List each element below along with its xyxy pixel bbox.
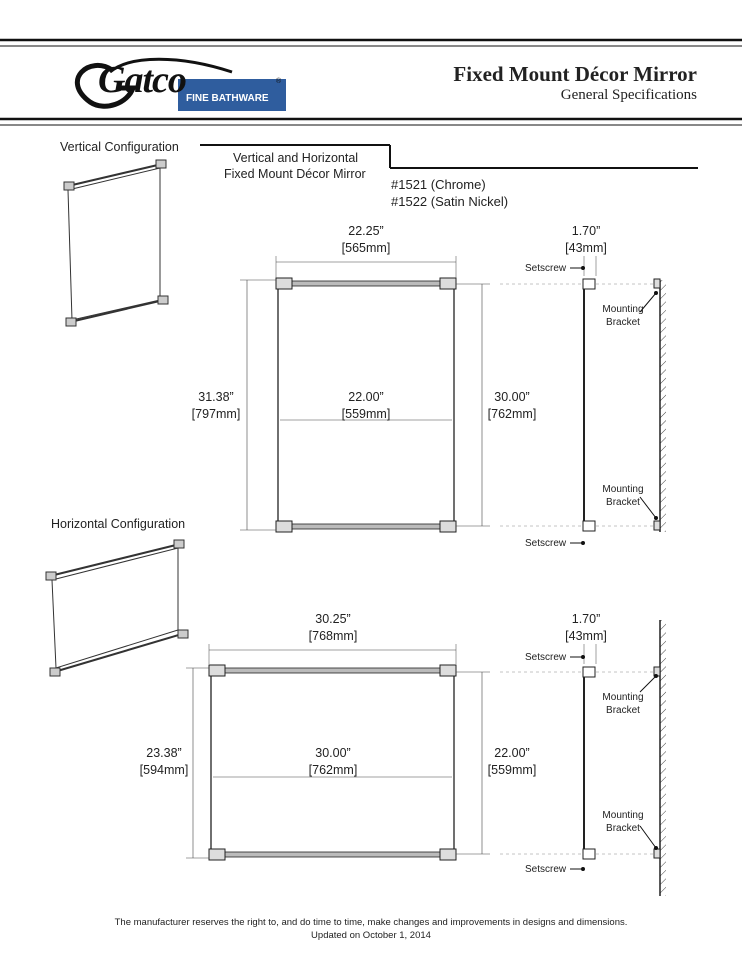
sku-satin-nickel: #1522 (Satin Nickel) — [391, 194, 509, 209]
h-mirror-width: 30.00” [762mm] — [308, 746, 358, 777]
v-setscrew-bottom: Setscrew — [525, 538, 567, 549]
v-setscrew-top: Setscrew — [525, 263, 567, 274]
vertical-thumbnail — [64, 160, 168, 326]
v-overall-width: 22.25” [565mm] — [341, 224, 391, 255]
v-bracket-bottom: Mounting Bracket — [602, 484, 644, 508]
vertical-front-view — [240, 256, 656, 532]
v-overall-height: 31.38” [797mm] — [191, 390, 241, 421]
v-depth: 1.70” [43mm] — [565, 224, 607, 255]
product-heading-line2: Fixed Mount Décor Mirror — [224, 167, 366, 181]
h-overall-height: 23.38” [594mm] — [139, 746, 189, 777]
h-mirror-height: 22.00” [559mm] — [487, 746, 537, 777]
registered-mark: ® — [276, 78, 282, 85]
footer-updated: Updated on October 1, 2014 — [311, 930, 431, 941]
logo-brand: Gatco — [98, 59, 186, 101]
h-setscrew-bottom: Setscrew — [525, 864, 567, 875]
h-overall-width: 30.25” [768mm] — [308, 612, 358, 643]
h-depth: 1.70” [43mm] — [565, 612, 607, 643]
page-title: Fixed Mount Décor Mirror — [453, 62, 697, 86]
v-bracket-top: Mounting Bracket — [602, 304, 644, 328]
logo-tagline: FINE BATHWARE — [186, 93, 269, 104]
product-heading-line1: Vertical and Horizontal — [233, 151, 359, 165]
footer-disclaimer: The manufacturer reserves the right to, and do time to time, make changes and improvements in designs and dimensions. — [114, 917, 628, 928]
h-bracket-top: Mounting Bracket — [602, 692, 644, 716]
h-bracket-bottom: Mounting Bracket — [602, 810, 644, 834]
horizontal-side-view — [570, 620, 666, 896]
page-subtitle: General Specifications — [560, 87, 697, 103]
vertical-config-label: Vertical Configuration — [60, 140, 179, 154]
horizontal-thumbnail — [46, 540, 188, 676]
h-setscrew-top: Setscrew — [525, 652, 567, 663]
v-mirror-width: 22.00” [559mm] — [341, 390, 391, 421]
horizontal-config-label: Horizontal Configuration — [51, 517, 186, 531]
sku-chrome: #1521 (Chrome) — [391, 177, 486, 192]
v-mirror-height: 30.00” [762mm] — [487, 390, 537, 421]
